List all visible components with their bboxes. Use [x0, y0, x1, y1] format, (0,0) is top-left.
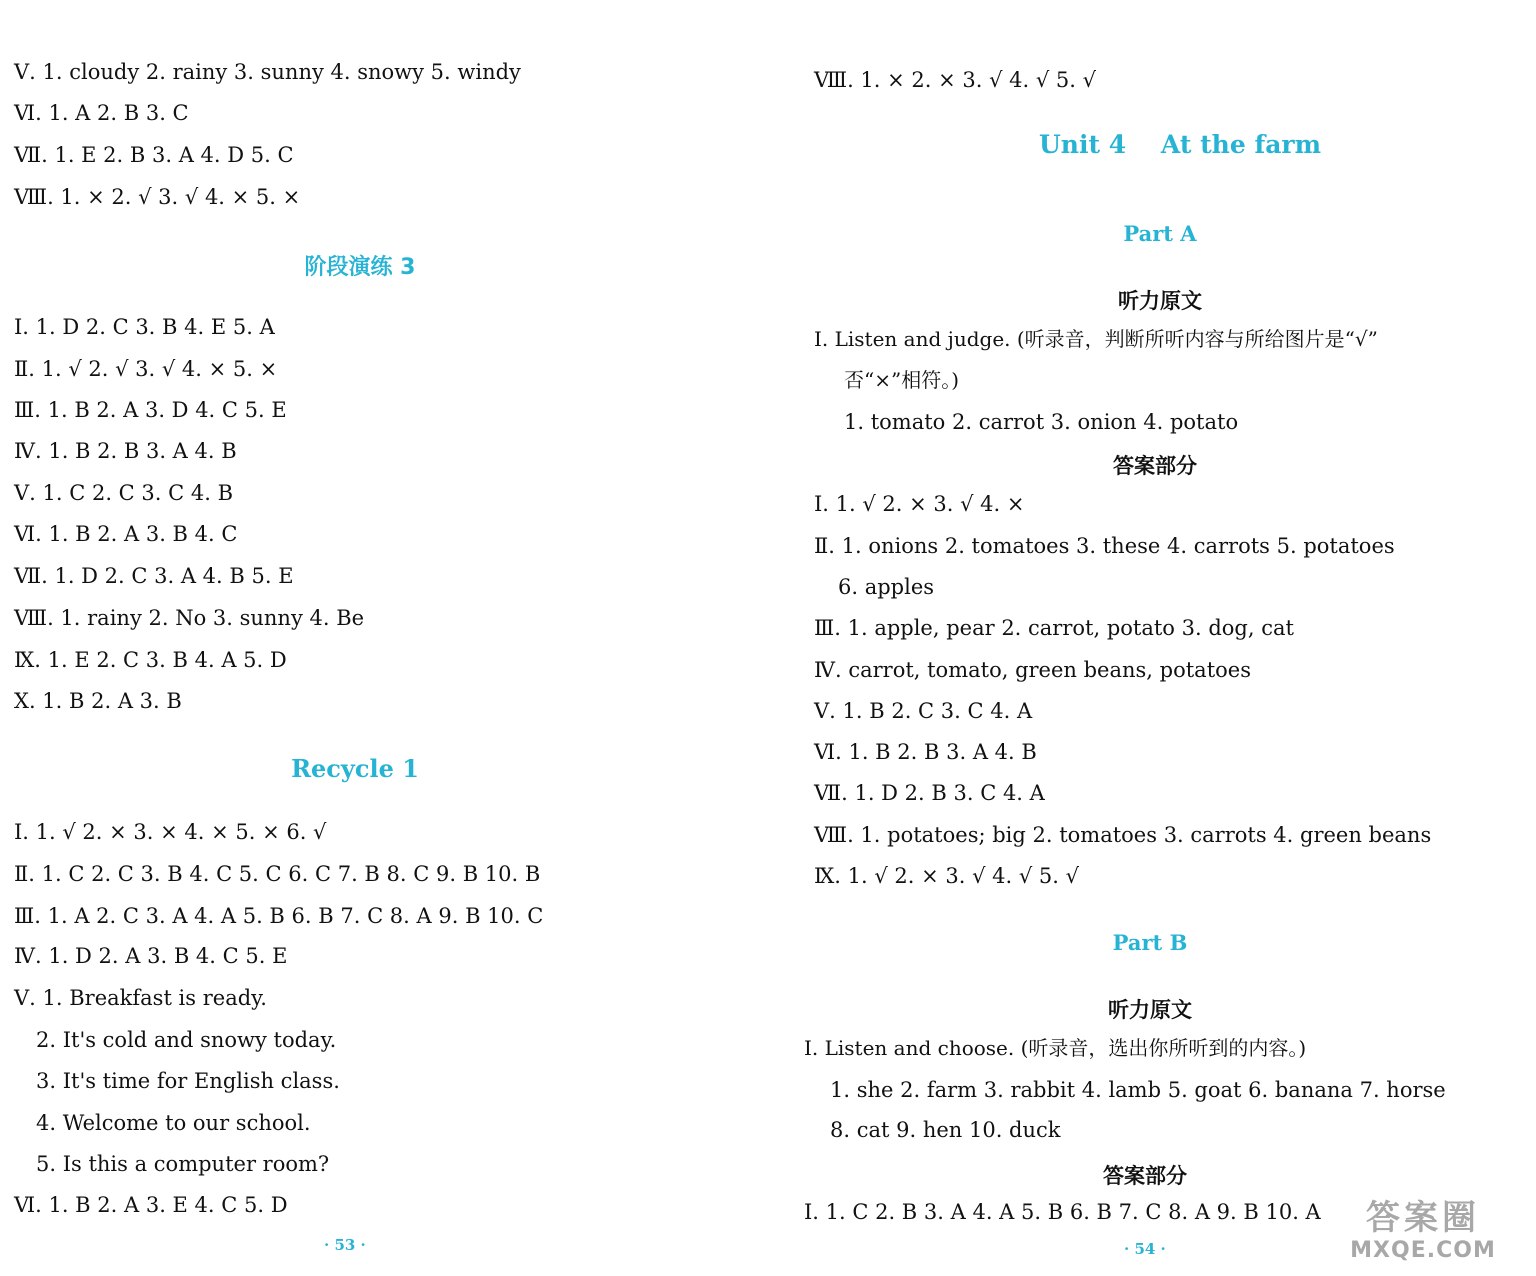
- left-page: [0, 0, 760, 1276]
- answer-line: Ⅴ. 1. cloudy 2. rainy 3. sunny 4. snowy 5. windy: [14, 60, 521, 84]
- answer-line: Ⅸ. 1. E 2. C 3. B 4. A 5. D: [14, 648, 287, 672]
- answer-line: Ⅷ. 1. × 2. √ 3. √ 4. × 5. ×: [14, 185, 301, 209]
- answer-line: Ⅷ. 1. potatoes; big 2. tomatoes 3. carrots 4. green beans: [814, 823, 1432, 847]
- answer-line: Ⅳ. carrot, tomato, green beans, potatoes: [814, 658, 1251, 682]
- listening-instruction: Ⅰ. Listen and judge. (听录音，判断所听内容与所给图片是“√”: [814, 327, 1378, 351]
- section-title: Recycle 1: [291, 754, 419, 783]
- answer-line: Ⅷ. 1. rainy 2. No 3. sunny 4. Be: [14, 606, 365, 630]
- listening-instruction: 否“×”相符。): [844, 368, 960, 392]
- answer-subline: 4. Welcome to our school.: [36, 1111, 311, 1135]
- answer-subline: 6. apples: [838, 575, 935, 599]
- listening-label: 听力原文: [1118, 289, 1202, 313]
- answer-line: Ⅱ. 1. √ 2. √ 3. √ 4. × 5. ×: [14, 357, 278, 381]
- watermark-logo: [1318, 1198, 1528, 1268]
- listening-label: 听力原文: [1108, 998, 1192, 1022]
- answer-line: Ⅵ. 1. A 2. B 3. C: [14, 101, 189, 125]
- answer-line: Ⅶ. 1. D 2. C 3. A 4. B 5. E: [14, 564, 294, 588]
- answer-line: Ⅲ. 1. B 2. A 3. D 4. C 5. E: [14, 398, 287, 422]
- answer-line: Ⅱ. 1. onions 2. tomatoes 3. these 4. carrots 5. potatoes: [814, 534, 1395, 558]
- answer-line: Ⅳ. 1. D 2. A 3. B 4. C 5. E: [14, 944, 288, 968]
- part-a-title: Part A: [1123, 221, 1197, 246]
- page-number: · 53 ·: [324, 1236, 366, 1254]
- answer-line: Ⅹ. 1. B 2. A 3. B: [14, 689, 182, 713]
- answer-line: Ⅰ. 1. √ 2. × 3. × 4. × 5. × 6. √: [14, 820, 327, 844]
- listening-words: 1. she 2. farm 3. rabbit 4. lamb 5. goat 6. banana 7. horse: [830, 1078, 1446, 1102]
- answer-line: Ⅶ. 1. D 2. B 3. C 4. A: [814, 781, 1045, 805]
- answer-line: Ⅲ. 1. A 2. C 3. A 4. A 5. B 6. B 7. C 8. A 9. B 10. C: [14, 904, 544, 928]
- answer-subline: 3. It's time for English class.: [36, 1069, 340, 1093]
- answer-line: Ⅸ. 1. √ 2. × 3. √ 4. √ 5. √: [814, 864, 1079, 888]
- watermark-url: MXQE.COM: [1350, 1238, 1496, 1263]
- answer-line: Ⅲ. 1. apple, pear 2. carrot, potato 3. dog, cat: [814, 616, 1294, 640]
- answer-subline: 2. It's cold and snowy today.: [36, 1028, 337, 1052]
- answer-line: Ⅰ. 1. D 2. C 3. B 4. E 5. A: [14, 315, 275, 339]
- page-number: · 54 ·: [1124, 1240, 1166, 1258]
- unit-title: Unit 4 At the farm: [1038, 130, 1322, 159]
- answer-label: 答案部分: [1103, 1164, 1187, 1188]
- listening-instruction: Ⅰ. Listen and choose. (听录音，选出你所听到的内容。): [804, 1036, 1307, 1060]
- answer-label: 答案部分: [1113, 454, 1197, 478]
- answer-subline: 5. Is this a computer room?: [36, 1152, 330, 1176]
- answer-line: Ⅰ. 1. √ 2. × 3. √ 4. ×: [814, 492, 1025, 516]
- answer-line: Ⅶ. 1. E 2. B 3. A 4. D 5. C: [14, 143, 294, 167]
- answer-line: Ⅵ. 1. B 2. A 3. E 4. C 5. D: [14, 1193, 288, 1217]
- right-page: [770, 0, 1536, 1276]
- listening-words: 1. tomato 2. carrot 3. onion 4. potato: [844, 410, 1239, 434]
- section-title: 阶段演练 3: [304, 255, 416, 280]
- listening-words: 8. cat 9. hen 10. duck: [830, 1118, 1061, 1142]
- answer-line: Ⅵ. 1. B 2. B 3. A 4. B: [814, 740, 1037, 764]
- answer-line: Ⅴ. 1. B 2. C 3. C 4. A: [814, 699, 1033, 723]
- answer-line: Ⅴ. 1. Breakfast is ready.: [14, 986, 267, 1010]
- part-b-title: Part B: [1112, 930, 1188, 955]
- answer-line: Ⅱ. 1. C 2. C 3. B 4. C 5. C 6. C 7. B 8. C 9. B 10. B: [14, 862, 541, 886]
- answer-line: Ⅵ. 1. B 2. A 3. B 4. C: [14, 522, 238, 546]
- answer-line: Ⅰ. 1. C 2. B 3. A 4. A 5. B 6. B 7. C 8. A 9. B 10. A: [804, 1200, 1321, 1224]
- answer-line: Ⅷ. 1. × 2. × 3. √ 4. √ 5. √: [814, 68, 1097, 92]
- answer-line: Ⅴ. 1. C 2. C 3. C 4. B: [14, 481, 234, 505]
- answer-line: Ⅳ. 1. B 2. B 3. A 4. B: [14, 439, 237, 463]
- watermark-text: 答案圈: [1366, 1198, 1480, 1238]
